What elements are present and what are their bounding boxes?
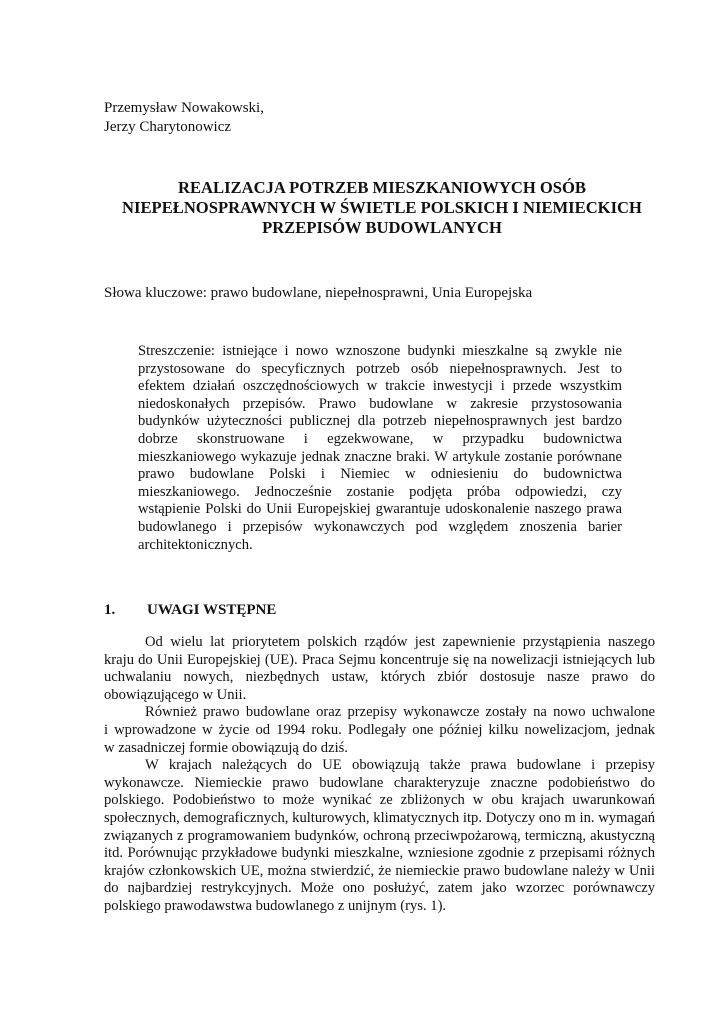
- abstract-line: efektem działań oszczędnościowych w trakcie inwestycji i przede wszystkim: [138, 378, 622, 395]
- body-line: krajów członkowskich UE, można stwierdzić, że niemieckie prawo budowlane należy w Unii: [104, 862, 655, 879]
- abstract-line: budynków użyteczności publicznej dla potrzeb niepełnosprawnych jest bardzo: [138, 413, 622, 430]
- body-line: i wprowadzone w życie od 1994 roku. Podlegały one później kilku nowelizacjom, jednak: [104, 721, 655, 738]
- section-heading: [104, 601, 276, 620]
- abstract-line: mieszkaniowego. Jednocześnie zostanie podjęta próba odpowiedzi, czy: [138, 483, 622, 500]
- authors-block: [104, 99, 264, 137]
- body-line: W krajach należących do UE obowiązują także prawa budowlane i przepisy: [145, 757, 655, 774]
- author-name: Jerzy Charytonowicz: [104, 119, 232, 135]
- body-line: uchwalaniu nowych, niezbędnych ustaw, których zbiór dostosuje nasze prawo do: [104, 669, 655, 686]
- body-line: polskiego. Podobieństwo to może wynikać ze zbliżonych w obu krajach uwarunkowań: [104, 792, 655, 809]
- title-line: REALIZACJA POTRZEB MIESZKANIOWYCH OSÓB: [177, 178, 586, 197]
- abstract-line: mieszkaniowego wykazuje jednak znaczne braki. W artykule zostanie porównane: [138, 448, 622, 465]
- title-line: NIEPEŁNOSPRAWNYCH W ŚWIETLE POLSKICH I NIEMIECKICH: [122, 198, 642, 217]
- body-line: związanych z programowaniem budynków, ochroną przeciwpożarową, termiczną, akustyczną: [104, 827, 655, 844]
- body-text: [104, 634, 655, 916]
- abstract-line: architektonicznych.: [138, 536, 253, 553]
- title-line: PRZEPISÓW BUDOWLANYCH: [262, 218, 502, 237]
- body-line: itd. Porównując przykładowe budynki mieszkalne, wzniesione zgodnie z przepisami różnych: [104, 845, 655, 862]
- body-line: kraju do Unii Europejskiej (UE). Praca Sejmu koncentruje się na nowelizacji istniejących lub: [104, 651, 655, 668]
- abstract-line: Streszczenie: istniejące i nowo wznoszone budynki mieszkalne są zwykle nie: [138, 343, 622, 359]
- abstract-line: wstąpienie Polski do Unii Europejskiej gwarantuje udoskonalenie naszego prawa: [138, 501, 622, 518]
- abstract-line: przystosowane do specyficznych potrzeb osób niepełnosprawnych. Jest to: [138, 360, 622, 377]
- body-line: do najbardziej restrykcyjnych. Może ono posłużyć, zatem jako wzorzec porównawczy: [104, 880, 655, 897]
- body-line: społecznych, demograficznych, kulturowych, klimatycznych itp. Dotyczy ono m in. wymagań: [104, 809, 655, 826]
- abstract-line: budowlanego i przepisów wykonawczych pod względem znoszenia barier: [138, 518, 622, 535]
- abstract-block: [138, 343, 622, 554]
- body-line: w zasadniczej formie obowiązują do dziś.: [104, 739, 348, 756]
- body-line: obowiązującego w Unii.: [104, 686, 247, 703]
- abstract-line: prawo budowlane Polski i Niemiec w odniesieniu do budownictwa: [138, 466, 622, 483]
- body-line: wykonawcze. Niemieckie prawo budowlane charakteryzuje znaczne podobieństwo do: [104, 774, 655, 791]
- body-line: polskiego prawodawstwa budowlanego z unijnym (rys. 1).: [104, 897, 447, 914]
- keywords-line: Słowa kluczowe: prawo budowlane, niepełnosprawni, Unia Europejska: [104, 285, 533, 301]
- author-name: Przemysław Nowakowski,: [104, 100, 264, 116]
- section-title: UWAGI WSTĘPNE: [147, 602, 277, 618]
- body-line: Od wielu lat priorytetem polskich rządów jest zapewnienie przystąpienia naszego: [145, 634, 655, 650]
- section-number: 1.: [104, 602, 116, 618]
- abstract-line: niedoskonałych przepisów. Prawo budowlane w zakresie przystosowania: [138, 395, 622, 412]
- body-line: Również prawo budowlane oraz przepisy wykonawcze zostały na nowo uchwalone: [145, 704, 655, 721]
- paper-title: [96, 178, 668, 238]
- abstract-line: dobrze skonstruowane i egzekwowane, w przypadku budownictwa: [138, 430, 622, 447]
